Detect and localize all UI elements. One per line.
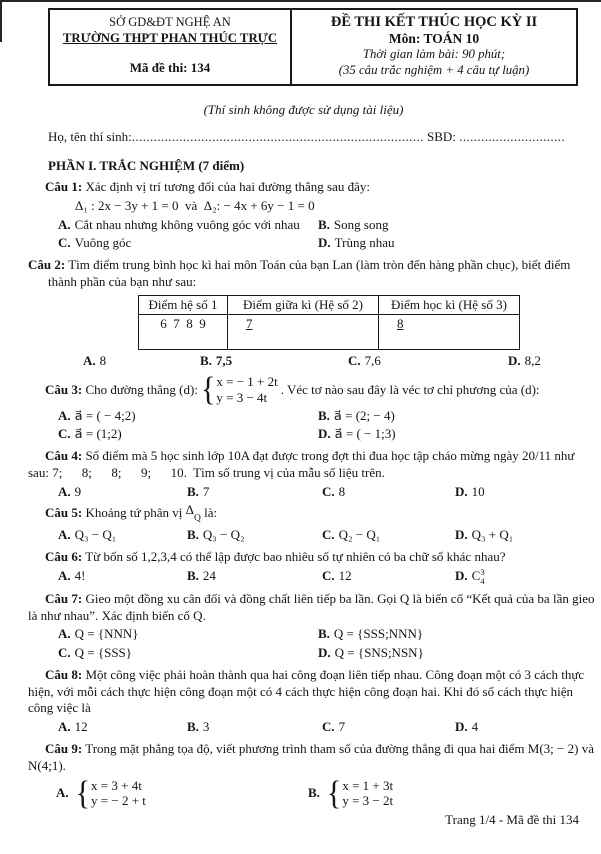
brace-glyph: { bbox=[200, 371, 216, 409]
question-1-options-row-2 bbox=[28, 235, 579, 252]
option-9a: A. { x = 3 + 4t y = − 2 + t bbox=[56, 774, 146, 812]
question-7 bbox=[28, 590, 595, 662]
option-2a: A. 8 bbox=[83, 352, 107, 368]
option-6c: C. 12 bbox=[322, 567, 352, 583]
question-5-options-row bbox=[28, 527, 579, 544]
question-2-options-row bbox=[28, 353, 579, 370]
question-6 bbox=[28, 549, 579, 586]
score-col-3-header: Điểm học kì (Hệ số 3) bbox=[379, 295, 520, 314]
score-col-1-header: Điểm hệ số 1 bbox=[139, 295, 228, 314]
scan-edge-left bbox=[0, 0, 2, 42]
option-7b: B. Q = {SSS;NNN} bbox=[318, 626, 424, 642]
question-8-text-line3: công việc là bbox=[28, 700, 91, 716]
option-4a: A. 9 bbox=[58, 483, 82, 499]
exam-duration: Thời gian làm bài: 90 phút; bbox=[362, 47, 506, 61]
student-info-line bbox=[48, 129, 579, 145]
exam-structure-note: (35 câu trắc nghiệm + 4 câu tự luận) bbox=[338, 62, 530, 77]
question-4-text-line1: Số điểm mà 5 học sinh lớp 10A đạt được trong đợt thi đua học tập cháo mừng ngày 20/11 như bbox=[85, 447, 575, 463]
option-6d: D. C 3 4 bbox=[455, 566, 485, 586]
student-name-blank: ................................................................................ bbox=[131, 128, 424, 144]
question-4-options-row bbox=[28, 484, 579, 501]
header-left-cell bbox=[50, 10, 290, 84]
score-col-2-header: Điểm giữa kì (Hệ số 2) bbox=[228, 295, 379, 314]
option-5c: C. Q₂ − Q₁ bbox=[322, 527, 381, 543]
score-table-data-row bbox=[139, 314, 520, 349]
score-table bbox=[138, 295, 520, 350]
option-8b: B. 3 bbox=[187, 719, 210, 735]
system-line-y: y = 3 − 2t bbox=[342, 793, 394, 809]
exam-title: ĐỀ THI KẾT THÚC HỌC KỲ II bbox=[330, 14, 538, 30]
question-8 bbox=[28, 666, 585, 736]
option-7c: C. Q = {SSS} bbox=[58, 645, 133, 661]
question-7-text-line1: Gieo một đồng xu cân đối và đồng chất liên tiếp ba lần. Gọi Q là biến cố “Kết quả của ba lần gieo bbox=[85, 590, 595, 606]
student-name-label: Họ, tên thí sinh: bbox=[48, 128, 132, 144]
question-9-options-row bbox=[28, 774, 579, 812]
question-3-label: Câu 3: bbox=[45, 382, 83, 397]
system-line-y: y = 3 − 4t bbox=[216, 390, 268, 405]
option-4b: B. 7 bbox=[187, 483, 210, 499]
system-line-x: x = 3 + 4t bbox=[91, 777, 142, 793]
section-1-title: PHẦN I. TRẮC NGHIỆM (7 điểm) bbox=[48, 157, 245, 173]
question-8-text-line2: hiện, với mỗi cách thực hiện công đoạn một có 4 cách thực hiện công đoạn hai. Khi đó số cách thực hiện bbox=[28, 683, 573, 699]
question-7-options-row-2 bbox=[28, 645, 579, 662]
option-2c: C. 7,6 bbox=[348, 352, 381, 368]
option-3a: A. a⃗ = ( − 4;2) bbox=[58, 407, 136, 423]
question-6-text: Từ bốn số 1,2,3,4 có thể lập được bao nhiêu số tự nhiên có ba chữ số khác nhau? bbox=[85, 548, 506, 564]
option-4c: C. 8 bbox=[322, 483, 346, 499]
system-line-x: x = − 1 + 2t bbox=[216, 374, 278, 390]
exam-code: Mã đề thi: 134 bbox=[129, 60, 211, 75]
option-3c: C. a⃗ = (1;2) bbox=[58, 426, 122, 442]
department-name: SỞ GD&ĐT NGHỆ AN bbox=[109, 15, 231, 29]
delta-symbol: Δ bbox=[185, 502, 195, 518]
option-1a: A. Cắt nhau nhưng không vuông góc với nhau bbox=[58, 216, 300, 232]
question-9-label: Câu 9: bbox=[45, 740, 83, 756]
option-1c: C. Vuông góc bbox=[58, 235, 132, 251]
brace-glyph: { bbox=[326, 774, 342, 812]
question-6-options-row bbox=[28, 568, 579, 586]
option-8d: D. 4 bbox=[455, 719, 479, 735]
question-7-options-row-1 bbox=[28, 626, 579, 643]
question-3-system bbox=[200, 371, 278, 409]
question-2 bbox=[28, 257, 579, 369]
sbd-label: SBD: bbox=[427, 128, 456, 144]
option-1b: B. Song song bbox=[318, 216, 389, 232]
question-5-pre: Khoảng tứ phân vị bbox=[85, 505, 183, 521]
score-hs1-values: 6 7 8 9 bbox=[139, 314, 228, 349]
question-3-options-row-1 bbox=[28, 408, 579, 425]
option-5a: A. Q₃ − Q₁ bbox=[58, 527, 117, 543]
option-2b: B. 7,5 bbox=[200, 352, 233, 368]
score-final-value: 8 bbox=[379, 314, 520, 349]
question-5-label: Câu 5: bbox=[45, 505, 83, 521]
exam-header-box bbox=[48, 8, 578, 86]
school-name: TRƯỜNG THPT PHAN THÚC TRỰC bbox=[62, 31, 278, 45]
option-5b: B. Q₃ − Q₂ bbox=[187, 527, 245, 543]
question-4-label: Câu 4: bbox=[45, 447, 83, 463]
question-5-post: là: bbox=[204, 505, 218, 521]
question-2-label: Câu 2: bbox=[28, 257, 66, 272]
question-8-text-line1: Một công việc phải hoàn thành qua hai công đoạn liên tiếp nhau. Công đoạn một có 3 cách thực bbox=[85, 666, 585, 682]
question-3-options-row-2 bbox=[28, 426, 579, 443]
question-1-options-row-1 bbox=[28, 217, 579, 234]
combination-symbol: C 3 4 bbox=[471, 566, 485, 586]
option-9a-system bbox=[75, 774, 146, 812]
scan-edge-top bbox=[0, 0, 601, 2]
score-midterm-value: 7 bbox=[228, 314, 379, 349]
question-1-equation: Δ₁ : 2x − 3y + 1 = 0 và Δ₂: − 4x + 6y − 1 = 0 bbox=[75, 197, 315, 213]
question-2-text-line1: Tìm điểm trung bình học kì hai môn Toán của bạn Lan (làm tròn đến hàng phần chục), biết điểm bbox=[68, 257, 571, 272]
option-6b: B. 24 bbox=[187, 567, 216, 583]
header-right-cell bbox=[290, 10, 576, 84]
option-6a: A. 4! bbox=[58, 567, 86, 583]
question-4 bbox=[28, 448, 579, 500]
exam-notice: (Thí sinh không được sử dụng tài liệu) bbox=[203, 101, 404, 117]
option-4d: D. 10 bbox=[455, 483, 485, 499]
option-7d: D. Q = {SNS;NSN} bbox=[318, 645, 424, 661]
question-3-stem bbox=[28, 371, 579, 409]
question-8-label: Câu 8: bbox=[45, 666, 83, 682]
option-1d: D. Trùng nhau bbox=[318, 235, 395, 251]
option-7a: A. Q = {NNN} bbox=[58, 626, 139, 642]
system-line-x: x = 1 + 3t bbox=[342, 777, 394, 793]
question-1-text: Xác định vị trí tương đối của hai đường thẳng sau đây: bbox=[85, 178, 370, 194]
brace-glyph: { bbox=[75, 774, 91, 812]
sbd-blank: ............................. bbox=[459, 128, 566, 144]
option-3b: B. a⃗ = (2; − 4) bbox=[318, 407, 395, 423]
question-3-post: . Véc tơ nào sau đây là véc tơ chỉ phương của (d): bbox=[280, 382, 540, 397]
question-9-text-line2: N(4;1). bbox=[28, 757, 66, 773]
option-9b-system bbox=[326, 774, 394, 812]
option-2d: D. 8,2 bbox=[508, 352, 541, 368]
system-line-y: y = − 2 + t bbox=[91, 793, 146, 809]
question-2-text-line2: thành phần của bạn như sau: bbox=[48, 273, 197, 289]
delta-subscript: Q bbox=[194, 513, 201, 524]
question-4-text-line2: sau: 7; 8; 8; 9; 10. Tìm số trung vị của mẫu số liệu trên. bbox=[28, 464, 385, 480]
option-8c: C. 7 bbox=[322, 719, 346, 735]
option-9b: B. { x = 1 + 3t y = 3 − 2t bbox=[308, 774, 394, 812]
option-8a: A. 12 bbox=[58, 719, 88, 735]
question-8-options-row bbox=[28, 719, 579, 736]
question-6-label: Câu 6: bbox=[45, 548, 83, 564]
option-3d: D. a⃗ = ( − 1;3) bbox=[318, 426, 396, 442]
question-1-label: Câu 1: bbox=[45, 178, 83, 194]
option-5d: D. Q₃ + Q₁ bbox=[455, 527, 514, 543]
question-3-pre: Cho đường thẳng (d): bbox=[85, 382, 198, 397]
question-9-text-line1: Trong mặt phẳng tọa độ, viết phương trình tham số của đường thẳng đi qua hai điểm M(3; − 2) và bbox=[85, 740, 594, 756]
question-3 bbox=[28, 371, 579, 442]
question-5 bbox=[28, 502, 579, 544]
score-table-header-row bbox=[139, 295, 520, 314]
question-1 bbox=[28, 179, 579, 252]
question-9 bbox=[28, 740, 594, 812]
question-7-label: Câu 7: bbox=[45, 590, 83, 606]
exam-subject: Môn: TOÁN 10 bbox=[388, 31, 480, 46]
page-footer: Trang 1/4 - Mã đề thi 134 bbox=[445, 812, 579, 827]
question-7-text-line2: là như nhau”. Xác định biến cố Q. bbox=[28, 607, 206, 623]
